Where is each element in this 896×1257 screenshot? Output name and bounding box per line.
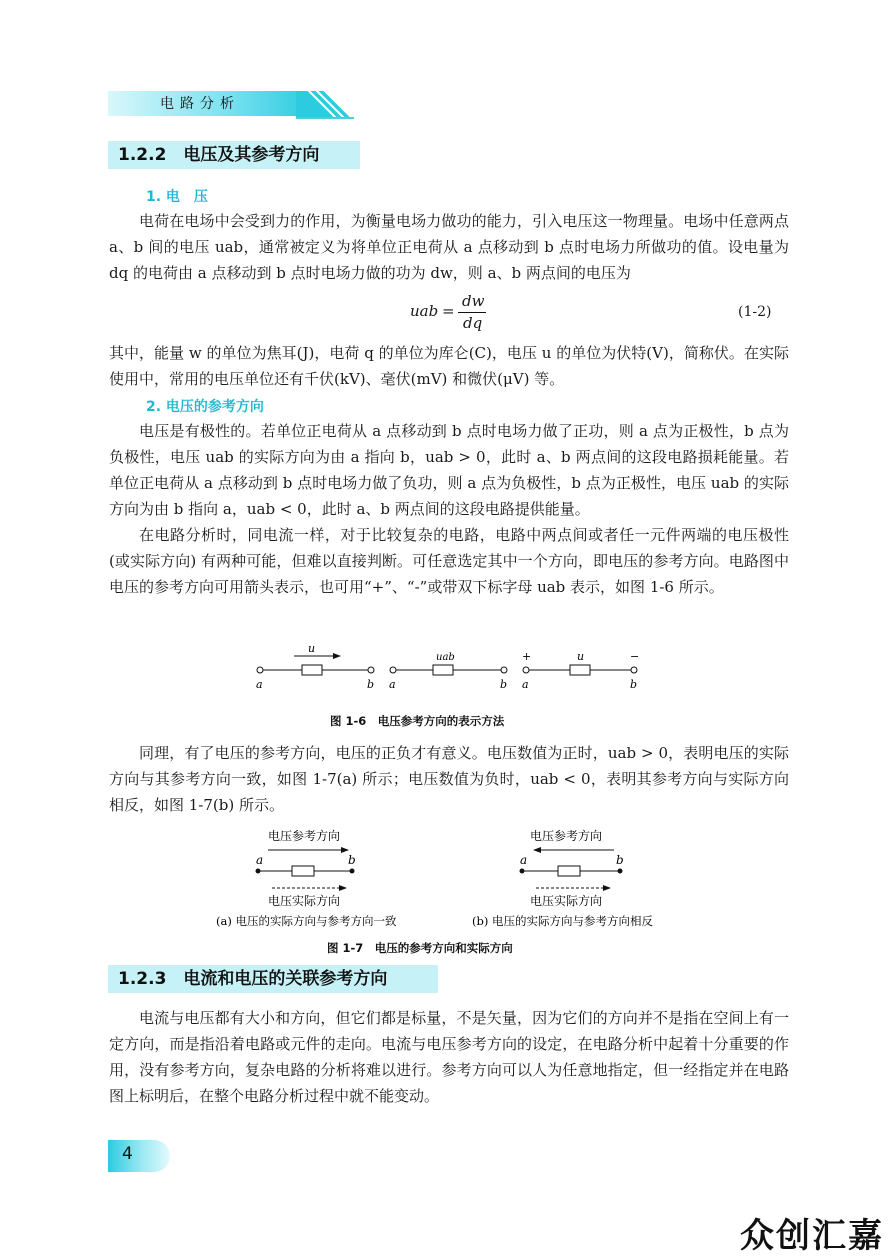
paragraph-sign-meaning: 同理，有了电压的参考方向，电压的正负才有意义。电压数值为正时，uab > 0，表明电压的实际方向与其参考方向一致，如图 1-7(a) 所示；电压数值为负时，uab < 0，表明其参考方向与实际方向相反，如图 1-7(b) 所示。 <box>109 744 789 814</box>
fig16-label-plus: + <box>522 650 532 663</box>
paragraph-voltage-definition: 电荷在电场中会受到力的作用，为衡量电场力做功的能力，引入电压这一物理量。电场中任意两点 a、b 间的电压 uab，通常被定义为将单位正电荷从 a 点移动到 b 点时电场力所做功的值。设电量为 dq 的电荷由 a 点移动到 b 点时电场力做的功为 dw，则 a、b 两点间的电压为 <box>109 212 789 282</box>
fig17-a <box>216 828 397 928</box>
fraction-bar <box>458 312 486 313</box>
fig17a-ref-label: 电压参考方向 <box>268 829 341 843</box>
fig16-label-a: a <box>256 678 263 691</box>
fig17-b <box>472 828 653 928</box>
paragraph-reference-direction: 在电路分析时，同电流一样，对于比较复杂的电路，电路中两点间或者任一元件两端的电压极性(或实际方向) 有两种可能，但难以直接判断。可任意选定其中一个方向，即电压的参考方向。电路图中电压的参考方向可用箭头表示，也可用“+”、“-”或带双下标字母 uab 表示，如图 1-6 所示。 <box>109 526 789 596</box>
fig17a-subcaption: (a) 电压的实际方向与参考方向一致 <box>216 914 397 928</box>
fig17a-act-label: 电压实际方向 <box>268 894 341 908</box>
equation-denominator: dq <box>463 314 483 332</box>
equation-equals: = <box>442 302 455 320</box>
watermark: 众创汇嘉 <box>740 1216 884 1256</box>
paragraph-associated-reference: 电流与电压都有大小和方向，但它们都是标量，不是矢量，因为它们的方向并不是指在空间上有一定方向，而是指沿着电路或元件的走向。电流与电压参考方向的设定，在电路分析中起着十分重要的作用，没有参考方向，复杂电路的分析将难以进行。参考方向可以人为任意地指定，但一经指定并在电路图上标明后，在整个电路分析过程中就不能变动。 <box>109 1009 789 1105</box>
page-number: 4 <box>122 1144 133 1164</box>
section-heading-1-2-2: 1.2.2 电压及其参考方向 <box>108 141 360 169</box>
subheading-voltage: 1. 电 压 <box>146 189 208 205</box>
figure-1-6 <box>250 640 650 692</box>
fig16-label-a2: a <box>389 678 396 691</box>
fig17b-subcaption: (b) 电压的实际方向与参考方向相反 <box>472 914 653 928</box>
fig16-label-a3: a <box>522 678 529 691</box>
fig16-circuit-double-subscript <box>389 652 507 691</box>
section-heading-1-2-3: 1.2.3 电流和电压的关联参考方向 <box>108 965 438 993</box>
equation-numerator: dw <box>462 292 485 310</box>
header-stripes-decoration <box>296 86 356 120</box>
fig16-label-minus: − <box>630 650 640 663</box>
fig17b-act-label: 电压实际方向 <box>530 894 603 908</box>
fig16-label-b3: b <box>630 678 638 691</box>
figure-1-6-caption: 图 1-6 电压参考方向的表示方法 <box>330 714 505 728</box>
fig17b-label-b: b <box>616 853 624 867</box>
equation-number: (1-2) <box>738 304 772 320</box>
fig16-circuit-plus-minus <box>522 650 639 691</box>
paragraph-polarity: 电压是有极性的。若单位正电荷从 a 点移动到 b 点时电场力做了正功，则 a 点为正极性，b 点为负极性，电压 uab 的实际方向为由 a 指向 b，uab > 0，此时 a、b 两点间的这段电路损耗能量。若单位正电荷从 a 点移动到 b 点时电场力做了负功，则 a 点为负极性，b 点为正极性，电压 uab 的实际方向为由 b 指向 a，uab < 0，此时 a、b 两点间的这段电路提供能量。 <box>109 422 789 518</box>
fig16-circuit-arrow <box>256 642 374 691</box>
fig16-label-uab: uab <box>436 652 455 663</box>
figure-1-7 <box>214 824 684 934</box>
fig16-label-u2: u <box>577 650 585 663</box>
fig16-label-b2: b <box>500 678 508 691</box>
running-header: 电路分析 <box>160 96 240 112</box>
fig16-label-b: b <box>367 678 375 691</box>
fig17a-label-b: b <box>348 853 356 867</box>
paragraph-units: 其中，能量 w 的单位为焦耳(J)，电荷 q 的单位为库仑(C)，电压 u 的单位为伏特(V)，简称伏。在实际使用中，常用的电压单位还有千伏(kV)、毫伏(mV) 和微伏(μV) 等。 <box>109 344 789 388</box>
fig17b-label-a: a <box>520 853 528 867</box>
subheading-reference-direction: 2. 电压的参考方向 <box>146 399 264 415</box>
page-number-badge <box>108 1140 170 1172</box>
fig17a-label-a: a <box>256 853 264 867</box>
fig17b-ref-label: 电压参考方向 <box>530 829 603 843</box>
figure-1-7-caption: 图 1-7 电压的参考方向和实际方向 <box>327 941 513 955</box>
equation-lhs: uab <box>410 302 439 320</box>
fig16-label-u: u <box>308 642 316 655</box>
